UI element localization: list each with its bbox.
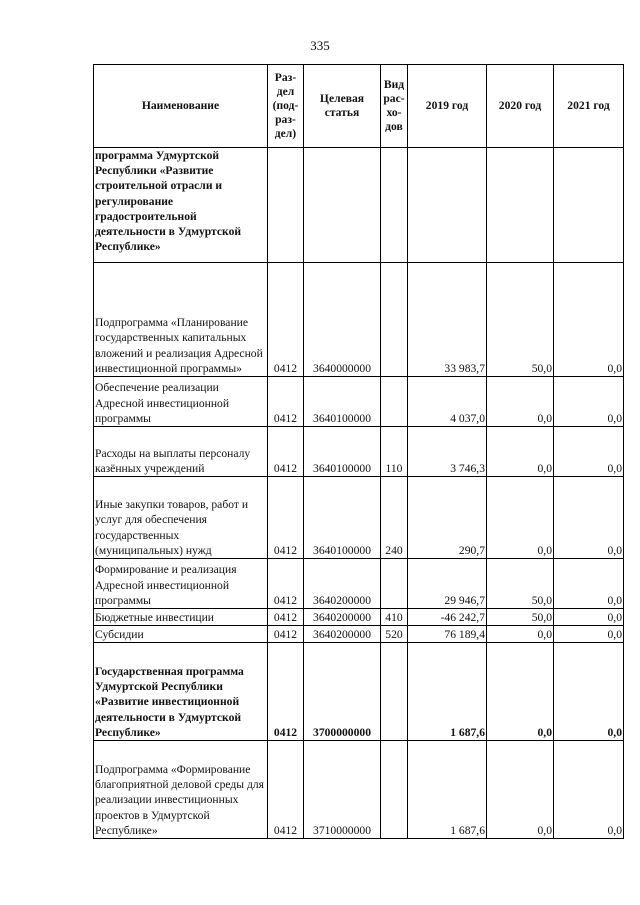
row-section: 0412 <box>268 263 304 377</box>
row-target: 3640200000 <box>304 559 381 609</box>
row-2021: 0,0 <box>554 626 624 643</box>
header-2020: 2020 год <box>487 65 554 148</box>
row-2021: 0,0 <box>554 377 624 427</box>
row-type <box>381 741 408 839</box>
row-2021: 0,0 <box>554 609 624 626</box>
row-section: 0412 <box>268 609 304 626</box>
header-name: Наименование <box>94 65 268 148</box>
row-name: Формирование и реализация Адресной инвестиционной программы <box>94 559 268 609</box>
table-row <box>94 559 624 609</box>
row-name: Подпрограмма «Формирование благоприятной деловой среды для реализации инвестиционных проектов в Удмуртской Республике» <box>94 741 268 839</box>
header-target: Целевая статья <box>304 65 381 148</box>
row-target: 3700000000 <box>304 643 381 741</box>
row-2019: 33 983,7 <box>408 263 487 377</box>
row-2019: -46 242,7 <box>408 609 487 626</box>
row-section: 0412 <box>268 626 304 643</box>
row-2019: 29 946,7 <box>408 559 487 609</box>
row-section: 0412 <box>268 427 304 477</box>
row-name: программа Удмуртской Республики «Развитие строительной отрасли и регулирование градостроительной деятельности в Удмуртской Республике» <box>94 148 268 263</box>
table-row <box>94 741 624 839</box>
row-2021: 0,0 <box>554 559 624 609</box>
row-type: 110 <box>381 427 408 477</box>
row-2019 <box>408 148 487 263</box>
row-2020 <box>487 148 554 263</box>
row-type: 410 <box>381 609 408 626</box>
row-2019: 290,7 <box>408 477 487 559</box>
row-type <box>381 148 408 263</box>
row-2019: 3 746,3 <box>408 427 487 477</box>
row-2020: 50,0 <box>487 609 554 626</box>
row-2020: 50,0 <box>487 263 554 377</box>
row-section: 0412 <box>268 377 304 427</box>
row-target: 3640000000 <box>304 263 381 377</box>
header-expense-type: Вид рас- хо- дов <box>381 65 408 148</box>
row-2020: 0,0 <box>487 427 554 477</box>
row-2020: 50,0 <box>487 559 554 609</box>
row-section: 0412 <box>268 741 304 839</box>
page-number: 335 <box>310 38 330 53</box>
row-target <box>304 148 381 263</box>
row-name: Подпрограмма «Планирование государственных капитальных вложений и реализация Адресной инвестиционной программы» <box>94 263 268 377</box>
row-name: Расходы на выплаты персоналу казённых учреждений <box>94 427 268 477</box>
header-section: Раз- дел (под- раз- дел) <box>268 65 304 148</box>
row-2020: 0,0 <box>487 477 554 559</box>
row-type <box>381 377 408 427</box>
row-name: Субсидии <box>94 626 268 643</box>
row-type: 240 <box>381 477 408 559</box>
row-type <box>381 643 408 741</box>
table-row <box>94 263 624 377</box>
row-2020: 0,0 <box>487 643 554 741</box>
budget-table <box>93 64 624 839</box>
row-name: Иные закупки товаров, работ и услуг для обеспечения государственных (муниципальных) нужд <box>94 477 268 559</box>
row-2019: 1 687,6 <box>408 643 487 741</box>
row-2020: 0,0 <box>487 626 554 643</box>
row-name: Обеспечение реализации Адресной инвестиционной программы <box>94 377 268 427</box>
row-target: 3640100000 <box>304 477 381 559</box>
row-2019: 4 037,0 <box>408 377 487 427</box>
row-2021: 0,0 <box>554 427 624 477</box>
row-target: 3640200000 <box>304 609 381 626</box>
row-2021: 0,0 <box>554 741 624 839</box>
row-section <box>268 148 304 263</box>
row-target: 3640100000 <box>304 427 381 477</box>
row-target: 3710000000 <box>304 741 381 839</box>
row-2021 <box>554 148 624 263</box>
table-row <box>94 377 624 427</box>
row-section: 0412 <box>268 643 304 741</box>
table-row <box>94 148 624 263</box>
row-section: 0412 <box>268 477 304 559</box>
table-row <box>94 609 624 626</box>
header-2019: 2019 год <box>408 65 487 148</box>
row-type <box>381 263 408 377</box>
row-2019: 76 189,4 <box>408 626 487 643</box>
row-target: 3640100000 <box>304 377 381 427</box>
table-row <box>94 477 624 559</box>
table-row <box>94 626 624 643</box>
row-target: 3640200000 <box>304 626 381 643</box>
row-2021: 0,0 <box>554 477 624 559</box>
row-name: Государственная программа Удмуртской Республики «Развитие инвестиционной деятельности в Удмуртской Республике» <box>94 643 268 741</box>
row-2020: 0,0 <box>487 377 554 427</box>
row-name: Бюджетные инвестиции <box>94 609 268 626</box>
row-section: 0412 <box>268 559 304 609</box>
row-2019: 1 687,6 <box>408 741 487 839</box>
row-2021: 0,0 <box>554 263 624 377</box>
row-2020: 0,0 <box>487 741 554 839</box>
table-row <box>94 643 624 741</box>
row-2021: 0,0 <box>554 643 624 741</box>
header-row <box>94 65 624 148</box>
table-row <box>94 427 624 477</box>
header-2021: 2021 год <box>554 65 624 148</box>
row-type <box>381 559 408 609</box>
row-type: 520 <box>381 626 408 643</box>
